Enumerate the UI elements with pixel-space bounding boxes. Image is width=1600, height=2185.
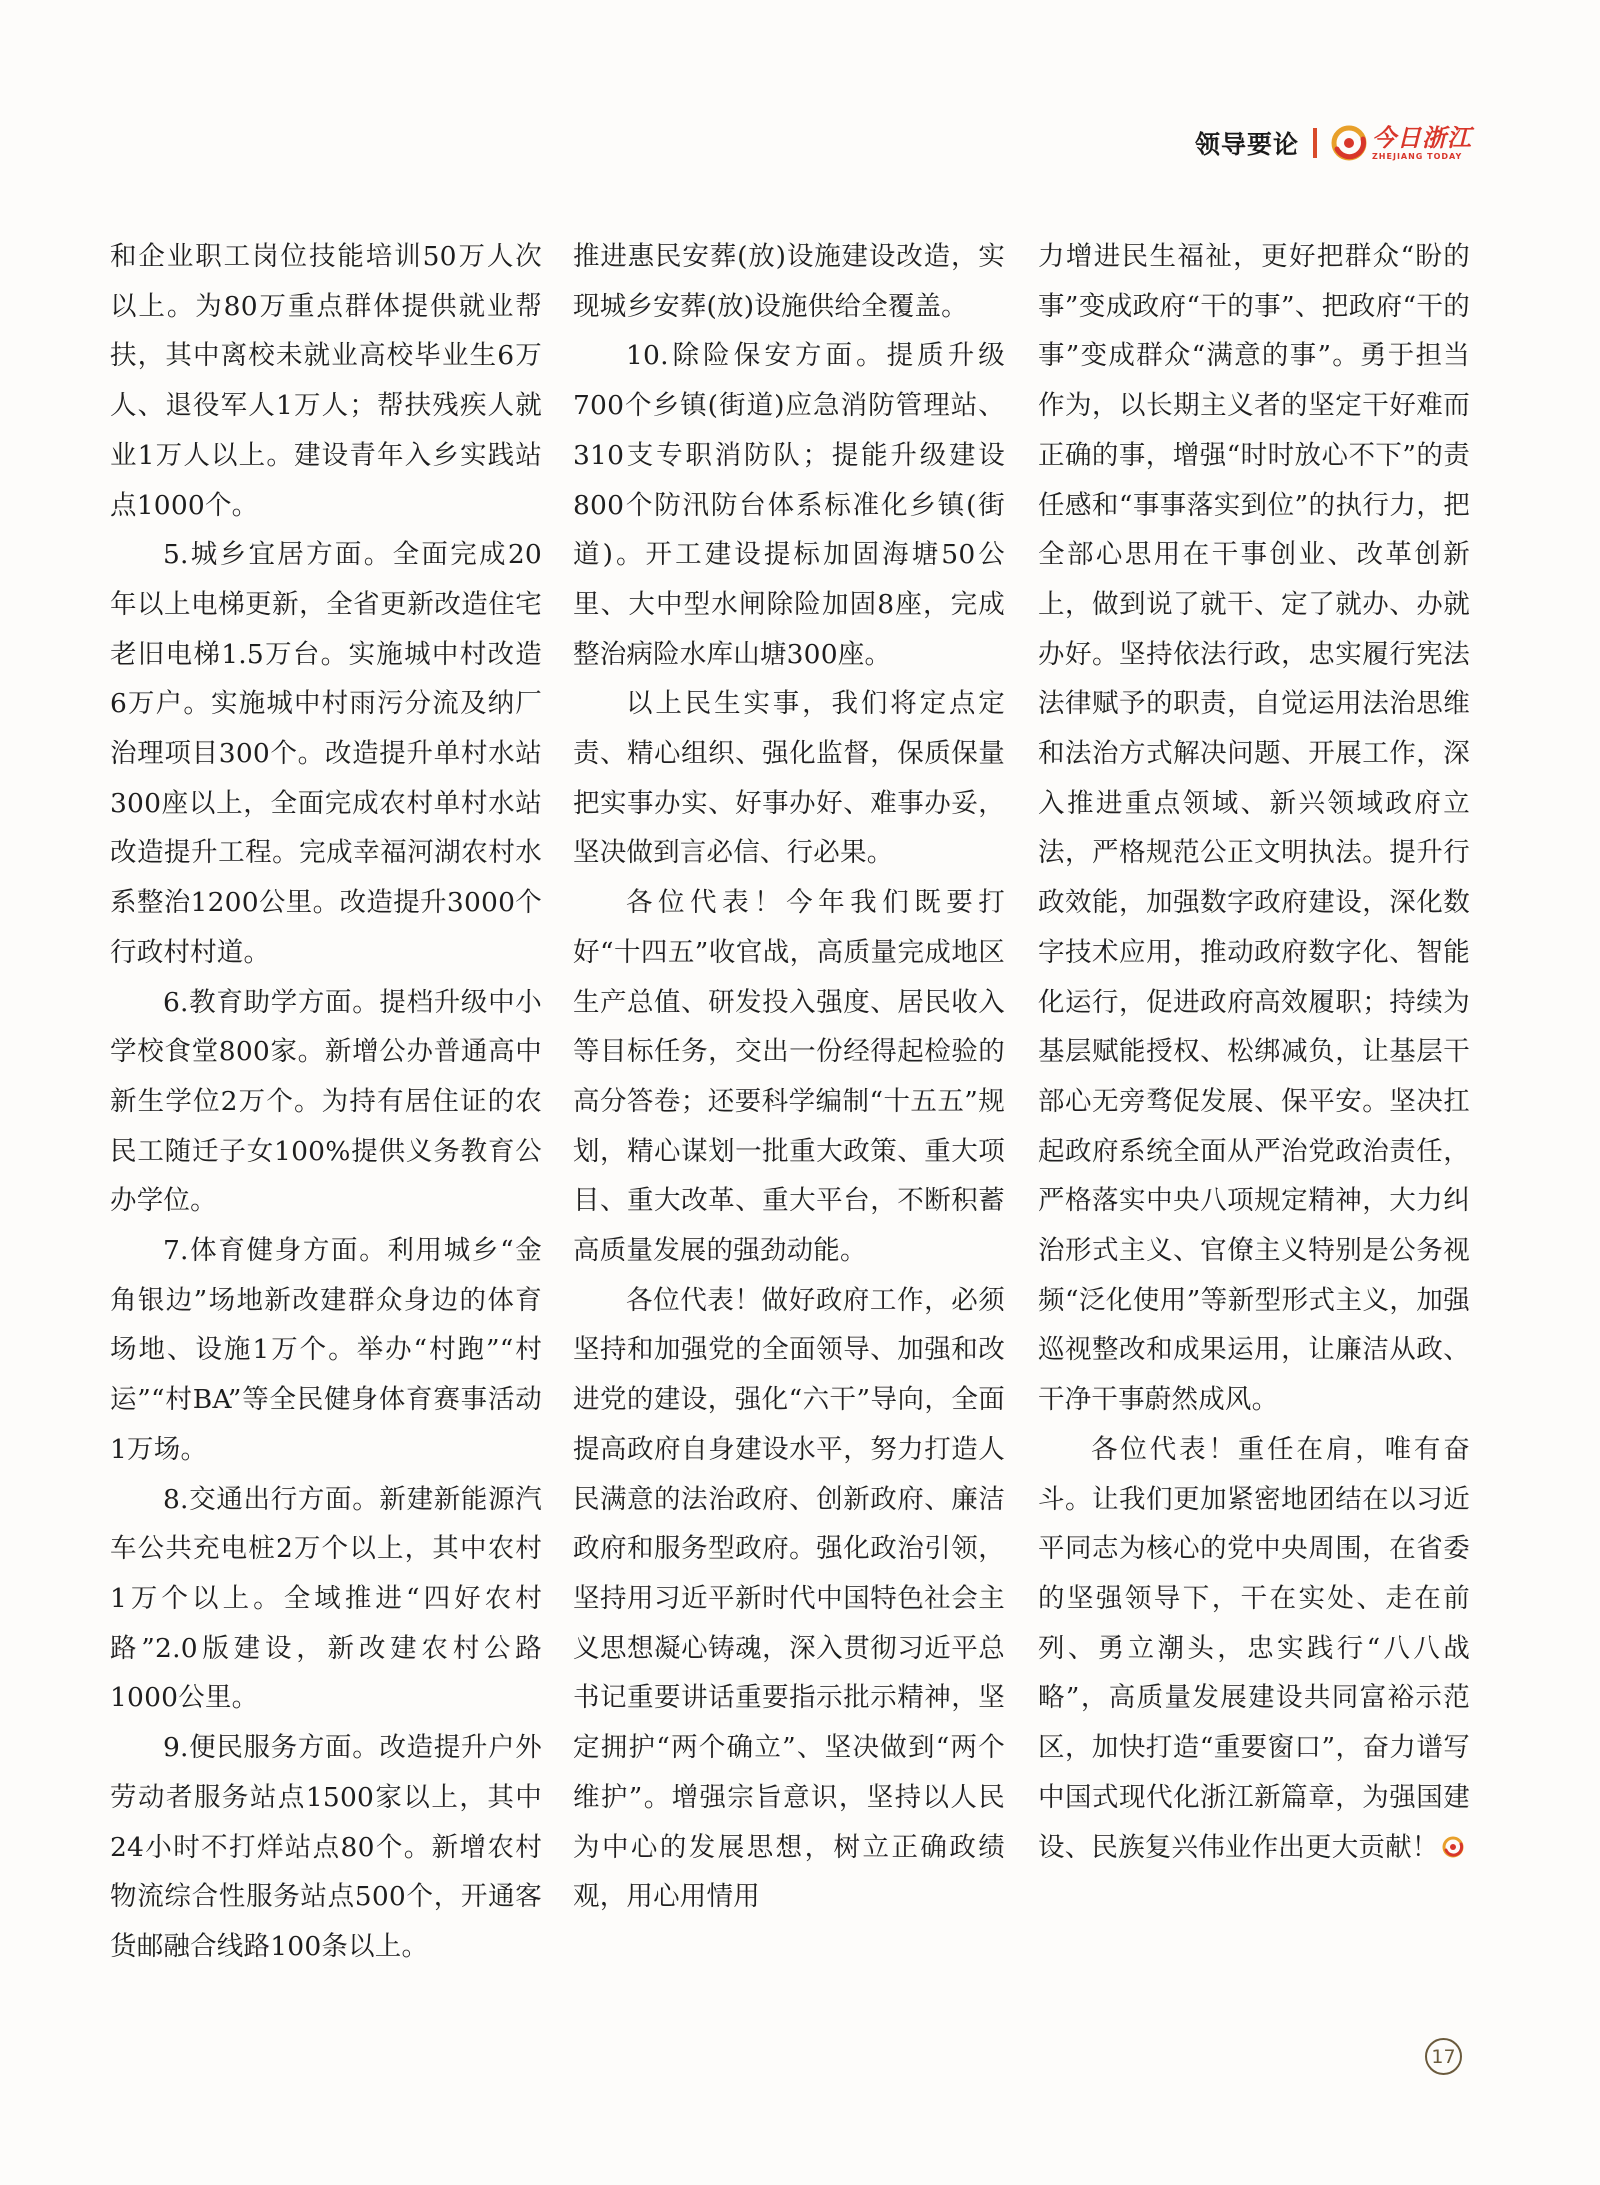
paragraph: 9.便民服务方面。改造提升户外劳动者服务站点1500家以上，其中24小时不打烊站点80个。新增农村物流综合性服务站点500个，开通客货邮融合线路100条以上。 — [110, 1732, 542, 1962]
paragraph: 各位代表！今年我们既要打好“十四五”收官战，高质量完成地区生产总值、研发投入强度、居民收入等目标任务，交出一份经得起检验的高分答卷；还要科学编制“十五五”规划，精心谋划一批重大政策、重大项目、重大改革、重大平台，不断积蓄高质量发展的强劲动能。 — [573, 887, 1005, 1267]
paragraph: 8.交通出行方面。新建新能源汽车公共充电桩2万个以上，其中农村1万个以上。全域推进“四好农村路”2.0版建设，新改建农村公路1000公里。 — [110, 1483, 542, 1714]
magazine-logo — [1329, 123, 1472, 163]
paragraph: 5.城乡宜居方面。全面完成20年以上电梯更新，全省更新改造住宅老旧电梯1.5万台。实施城中村改造6万户。实施城中村雨污分流及纳厂治理项目300个。改造提升单村水站300座以上，全面完成农村单村水站改造提升工程。完成幸福河湖农村水系整治1200公里。改造提升3000个行政村村道。 — [110, 539, 542, 968]
paragraph: 推进惠民安葬(放)设施建设改造，实现城乡安葬(放)设施供给全覆盖。 — [573, 241, 1005, 322]
end-mark-icon — [1441, 1835, 1465, 1859]
paragraph: 6.教育助学方面。提档升级中小学校食堂800家。新增公办普通高中新生学位2万个。为持有居住证的农民工随迁子女100%提供义务教育公办学位。 — [110, 986, 542, 1217]
final-paragraph — [1038, 1425, 1470, 1872]
paragraph: 各位代表！做好政府工作，必须坚持和加强党的全面领导、加强和改进党的建设，强化“六干”导向，全面提高政府自身建设水平，努力打造人民满意的法治政府、创新政府、廉洁政府和服务型政府。强化政治引领，坚持用习近平新时代中国特色社会主义思想凝心铸魂，深入贯彻习近平总书记重要讲话重要指示批示精神，坚定拥护“两个确立”、坚决做到“两个维护”。增强宗旨意识，坚持以人民为中心的发展思想，树立正确政绩观，用心用情用 — [573, 1284, 1005, 1913]
logo-swirl-icon — [1329, 123, 1369, 163]
column-2 — [573, 232, 1005, 1922]
paragraph: 10.除险保安方面。提质升级700个乡镇(街道)应急消防管理站、310支专职消防队；提能升级建设800个防汛防台体系标准化乡镇(街道)。开工建设提标加固海塘50公里、大中型水闸除险加固8座，完成整治病险水库山塘300座。 — [573, 340, 1005, 670]
column-1 — [110, 232, 542, 1972]
article-body — [110, 232, 1470, 2002]
page-header — [1195, 118, 1472, 168]
header-divider — [1313, 128, 1317, 158]
page-number: 17 — [1425, 2038, 1462, 2075]
logo-chinese-text: 今日浙江 — [1372, 122, 1472, 152]
paragraph: 7.体育健身方面。利用城乡“金角银边”场地新改建群众身边的体育场地、设施1万个。举办“村跑”“村运”“村BA”等全民健身体育赛事活动1万场。 — [110, 1235, 542, 1465]
column-3 — [1038, 232, 1470, 1872]
paragraph: 力增进民生福祉，更好把群众“盼的事”变成政府“干的事”、把政府“干的事”变成群众“满意的事”。勇于担当作为，以长期主义者的坚定干好难而正确的事，增强“时时放心不下”的责任感和“事事落实到位”的执行力，把全部心思用在干事创业、改革创新上，做到说了就干、定了就办、办就办好。坚持依法行政，忠实履行宪法法律赋予的职责，自觉运用法治思维和法治方式解决问题、开展工作，深入推进重点领域、新兴领域政府立法，严格规范公正文明执法。提升行政效能，加强数字政府建设，深化数字技术应用，推动政府数字化、智能化运行，促进政府高效履职；持续为基层赋能授权、松绑减负，让基层干部心无旁骛促发展、保平安。坚决扛起政府系统全面从严治党政治责任，严格落实中央八项规定精神，大力纠治形式主义、官僚主义特别是公务视频“泛化使用”等新型形式主义，加强巡视整改和成果运用，让廉洁从政、干净干事蔚然成风。 — [1038, 241, 1470, 1416]
final-paragraph-text: 各位代表！重任在肩，唯有奋斗。让我们更加紧密地团结在以习近平同志为核心的党中央周围，在省委的坚强领导下，干在实处、走在前列、勇立潮头，忠实践行“八八战略”，高质量发展建设共同富裕示范区，加快打造“重要窗口”，奋力谱写中国式现代化浙江新篇章，为强国建设、民族复兴伟业作出更大贡献！ — [1038, 1433, 1470, 1863]
paragraph: 以上民生实事，我们将定点定责、精心组织、强化监督，保质保量把实事办实、好事办好、难事办妥，坚决做到言必信、行必果。 — [573, 688, 1005, 869]
paragraph: 和企业职工岗位技能培训50万人次以上。为80万重点群体提供就业帮扶，其中离校未就业高校毕业生6万人、退役军人1万人；帮扶残疾人就业1万人以上。建设青年入乡实践站点1000个。 — [110, 241, 542, 521]
logo-english-text: ZHEJIANG TODAY — [1372, 151, 1463, 161]
section-title: 领导要论 — [1194, 130, 1299, 159]
